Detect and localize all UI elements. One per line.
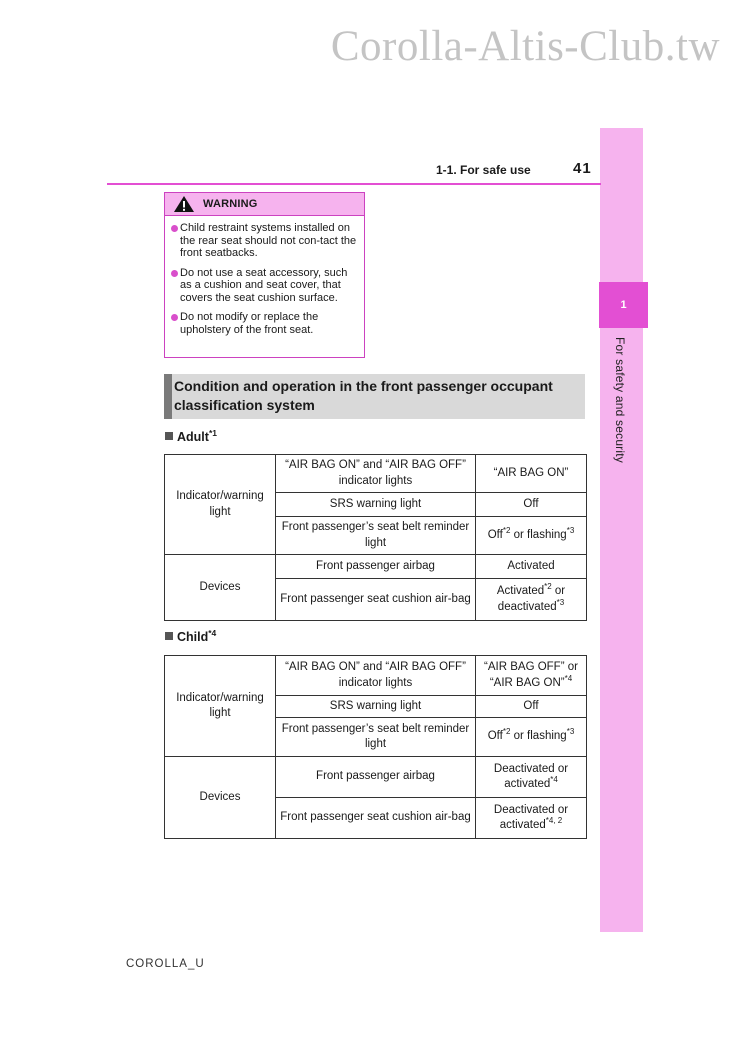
warning-title: WARNING (203, 198, 258, 210)
chapter-tab[interactable] (599, 282, 648, 328)
chapter-label: For safety and security (613, 337, 627, 463)
state-text: or (551, 585, 566, 597)
item-cell: “AIR BAG ON” and “AIR BAG OFF” indicator lights (276, 656, 476, 696)
adult-heading (165, 428, 217, 444)
state-text: Off (487, 528, 503, 541)
warning-item (171, 222, 358, 260)
state-text: “AIR BAG OFF” or (484, 661, 578, 673)
state-cell (476, 718, 587, 757)
state-text: deactivated (497, 600, 557, 613)
subheading-bar (164, 374, 585, 419)
square-bullet-icon (165, 632, 173, 640)
state-cell (476, 517, 587, 555)
bullet-dot-icon (171, 225, 178, 232)
state-text: Activated (496, 585, 545, 597)
item-cell: SRS warning light (276, 696, 476, 718)
category-cell: Devices (165, 555, 276, 621)
page-number: 41 (573, 160, 592, 177)
watermark: Corolla-Altis-Club.tw (330, 23, 720, 70)
item-cell: Front passenger’s seat belt reminder light (276, 718, 476, 757)
footnote-ref: *4 (550, 775, 558, 785)
section-title: 1-1. For safe use (436, 163, 531, 177)
item-cell: Front passenger’s seat belt reminder light (276, 517, 476, 555)
header-rule (107, 183, 601, 185)
state-cell (476, 757, 587, 798)
item-cell: Front passenger airbag (276, 757, 476, 798)
warning-triangle-icon (173, 195, 195, 213)
chapter-side-band (600, 128, 643, 932)
footnote-ref: *4 (208, 628, 217, 638)
category-cell: Indicator/warning light (165, 656, 276, 757)
footnote-ref: *4 (564, 673, 573, 683)
table-row (165, 757, 587, 798)
state-text: Deactivated or (493, 803, 569, 816)
warning-item (171, 311, 358, 336)
warning-text: Do not use a seat accessory, such as a cushion and seat cover, that covers the seat cushion surface. (180, 266, 348, 304)
footnote-ref: *3 (556, 597, 565, 607)
table-row (165, 455, 587, 493)
bullet-dot-icon (171, 314, 178, 321)
state-text: or flashing (510, 528, 567, 541)
warning-list (165, 216, 364, 336)
state-text: activated (504, 778, 551, 790)
footnote-ref: *2 (502, 525, 511, 535)
adult-title: Adult (177, 430, 209, 445)
state-text: activated (499, 819, 546, 831)
child-title: Child (177, 630, 209, 645)
state-cell (476, 656, 587, 696)
child-table (164, 655, 587, 839)
table-row (165, 656, 587, 696)
bullet-dot-icon (171, 270, 178, 277)
warning-text: Do not modify or replace the upholstery of the front seat. (180, 311, 319, 336)
footnote-ref: *2 (544, 582, 552, 592)
warning-box (164, 192, 365, 358)
chapter-number: 1 (620, 299, 627, 311)
item-cell: Front passenger seat cushion air-bag (276, 798, 476, 839)
item-cell: Front passenger airbag (276, 555, 476, 579)
state-cell (476, 579, 587, 621)
warning-item (171, 267, 358, 305)
subheading-text: Condition and operation in the front passenger occupant classification system (174, 378, 553, 413)
item-cell: SRS warning light (276, 493, 476, 517)
state-text: Deactivated or (493, 762, 569, 775)
footnote-ref: *3 (566, 525, 575, 535)
warning-text: Child restraint systems installed on the rear seat should not con-tact the front seatbacks. (180, 222, 357, 259)
warning-header (165, 193, 364, 216)
adult-table (164, 454, 587, 621)
state-cell (476, 798, 587, 839)
footnote-ref: *4, 2 (545, 816, 563, 826)
footnote-ref: *2 (502, 727, 511, 737)
state-cell: Off (476, 696, 587, 718)
state-text: or flashing (510, 730, 567, 743)
footer-model: COROLLA_U (126, 958, 205, 970)
footnote-ref: *3 (566, 727, 575, 737)
state-text: Off (487, 730, 503, 743)
child-heading (165, 628, 216, 644)
square-bullet-icon (165, 432, 173, 440)
state-text: “AIR BAG ON” (489, 676, 565, 689)
table-row (165, 555, 587, 579)
item-cell: Front passenger seat cushion air-bag (276, 579, 476, 621)
category-cell: Indicator/warning light (165, 455, 276, 555)
state-cell: Off (476, 493, 587, 517)
category-cell: Devices (165, 757, 276, 839)
item-cell: “AIR BAG ON” and “AIR BAG OFF” indicator lights (276, 455, 476, 493)
state-cell: “AIR BAG ON” (476, 455, 587, 493)
footnote-ref: *1 (208, 428, 217, 438)
state-cell: Activated (476, 555, 587, 579)
